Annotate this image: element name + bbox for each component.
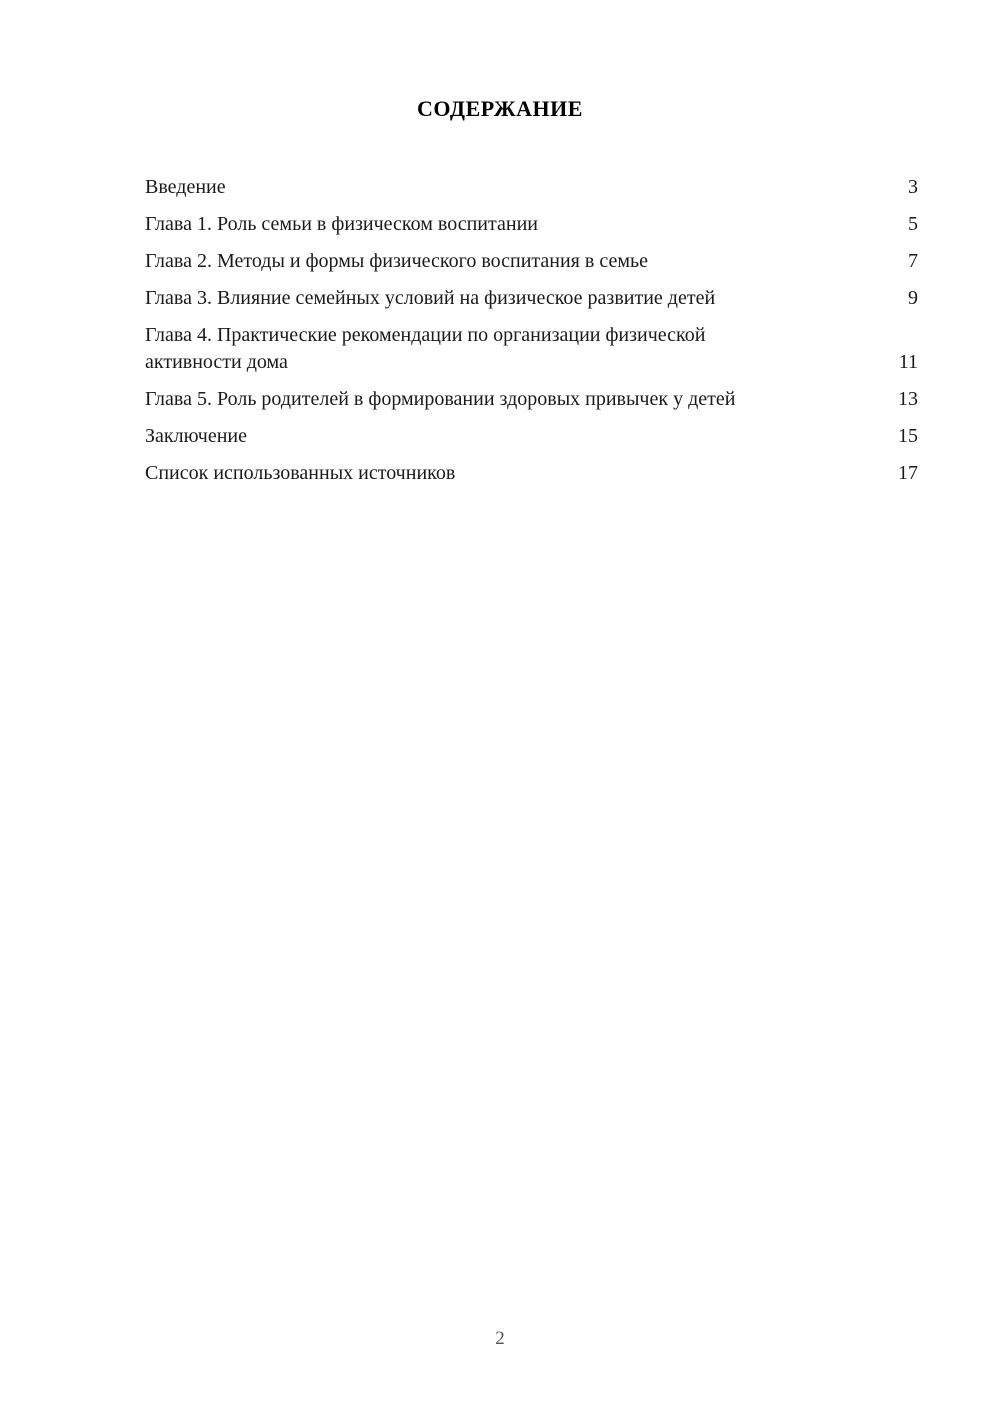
- toc-entry-page: 11: [898, 351, 918, 373]
- toc-entry: [145, 423, 918, 450]
- toc-entry-page: 15: [898, 425, 918, 447]
- toc-entry: [145, 248, 918, 275]
- toc-list: [145, 174, 918, 487]
- page-number-footer: 2: [495, 1328, 505, 1349]
- toc-entry: [145, 386, 918, 413]
- toc-entry-page: 3: [908, 176, 918, 198]
- toc-entry: [145, 322, 918, 376]
- toc-entry-page: 7: [908, 250, 918, 272]
- toc-entry-label: Глава 2. Методы и формы физического воспитания в семье: [145, 250, 648, 272]
- toc-entry-page: 13: [898, 388, 918, 410]
- toc-entry-page: 5: [908, 213, 918, 235]
- toc-entry: [145, 211, 918, 238]
- toc-entry-page: 17: [898, 462, 918, 484]
- toc-entry-label: Заключение: [145, 425, 247, 447]
- page-title: СОДЕРЖАНИЕ: [417, 96, 583, 121]
- toc-entry-page: 9: [908, 287, 918, 309]
- toc-entry-label: Глава 3. Влияние семейных условий на физическое развитие детей: [145, 287, 716, 309]
- toc-entry: [145, 460, 918, 487]
- toc-entry-label: Глава 1. Роль семьи в физическом воспитании: [145, 213, 538, 235]
- toc-entry: [145, 285, 918, 312]
- toc-entry: [145, 174, 918, 201]
- toc-entry-label: Список использованных источников: [145, 462, 456, 484]
- toc-entry-label: Введение: [145, 176, 226, 198]
- toc-entry-label: Глава 5. Роль родителей в формировании здоровых привычек у детей: [145, 388, 736, 410]
- toc-entry-label: Глава 4. Практические рекомендации по организации физической активности дома: [145, 324, 706, 373]
